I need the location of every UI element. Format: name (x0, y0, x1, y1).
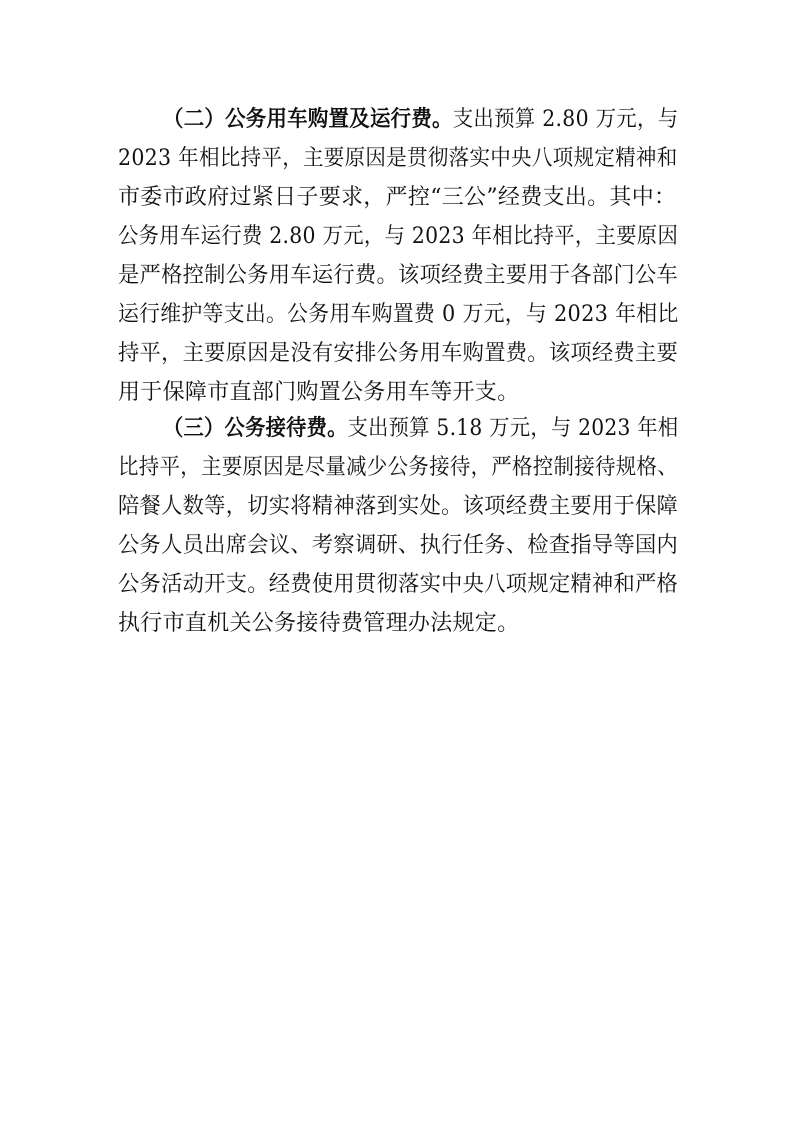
paragraph-line (163, 409, 679, 449)
paragraph-line: 持平，主要原因是没有安排公务用车购置费。该项经费主要 (118, 341, 679, 366)
paragraph-line: 是严格控制公务用车运行费。该项经费主要用于各部门公车 (118, 263, 679, 288)
paragraph-line: 执行市直机关公务接待费管理办法规定。 (118, 611, 520, 636)
section-heading: （二）公务用车购置及运行费。 (163, 107, 453, 132)
paragraph-line: 陪餐人数等，切实将精神落到实处。该项经费主要用于保障 (118, 494, 679, 519)
paragraph-text: 支出预算 2.80 万元，与 (452, 107, 679, 132)
paragraph-line: 市委市政府过紧日子要求，严控“三公”经费支出。其中： (118, 185, 677, 210)
paragraph-line: 用于保障市直部门购置公务用车等开支。 (118, 380, 520, 405)
paragraph-line: 2023 年相比持平，主要原因是贯彻落实中央八项规定精神和 (118, 146, 678, 171)
paragraph-line: 运行维护等支出。公务用车购置费 0 万元，与 2023 年相比 (118, 302, 679, 327)
paragraph-text: 支出预算 5.18 万元，与 2023 年相 (347, 416, 679, 441)
section-heading: （三）公务接待费。 (163, 416, 348, 441)
paragraph-line (163, 100, 679, 140)
paragraph-line: 公务人员出席会议、考察调研、执行任务、检查指导等国内 (118, 533, 679, 558)
paragraph-line: 公务用车运行费 2.80 万元，与 2023 年相比持平，主要原因 (118, 224, 679, 249)
paragraph-line: 比持平，主要原因是尽量减少公务接待，严格控制接待规格、 (118, 455, 678, 480)
paragraph-line: 公务活动开支。经费使用贯彻落实中央八项规定精神和严格 (118, 572, 679, 597)
